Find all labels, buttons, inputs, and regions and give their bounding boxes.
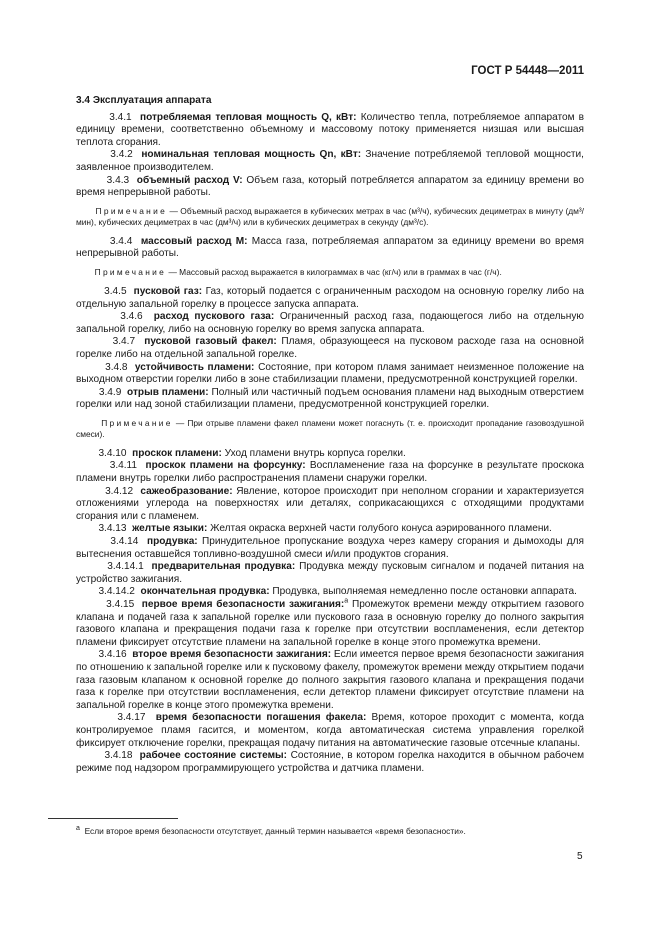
document-id: ГОСТ Р 54448—2011 <box>471 65 584 77</box>
term-3-4-17 <box>76 712 584 750</box>
term-definition: Газ, который подается с ограниченным расходом на основную горелку либо на отдельную запальной горелку в процессе запуска аппарата. <box>76 285 584 310</box>
term-definition: Масса газа, потребляемая аппаратом за единицу времени во время непрерывной работы. <box>76 235 585 260</box>
term-3-4-8 <box>76 362 584 387</box>
term-definition: Если имеется первое время безопасности зажигания по отношению к запальной горелке или к пусковому факелу, промежуток времени между открытием подачи газа газовым клапаном к основной горелке до полного закрытия газового клапана и прекращения подачи газа к горелке при отсутствии воспламенения, если детектор пламени фиксирует отсутствие пламени на запальной горелке в конце этого промежутка времени. <box>76 649 584 711</box>
term-name: объемный расход V: <box>136 174 243 186</box>
page-content <box>76 95 584 775</box>
term-3-4-10 <box>76 448 584 461</box>
term-name: устойчивость пламени: <box>134 361 255 373</box>
term-definition: Количество тепла, потребляемое аппаратом в единицу времени, соответственно объемному и массовому потоку применяется низшая или высшая теплота сгорания. <box>76 111 585 148</box>
term-name: окончательная продувка: <box>140 586 270 598</box>
footnote-text: Если второе время безопасности отсутствует, данный термин называется «время безопасности». <box>84 826 466 836</box>
term-name: пусковой газовый факел: <box>144 336 277 348</box>
term-definition: Полный или частичный подъем основания пламени над выходным отверстием горелки или над зоной стабилизации пламени, предусмотренной конструкцией горелки. <box>76 386 584 411</box>
term-3-4-3 <box>76 175 584 200</box>
footnote-mark: a <box>344 597 349 605</box>
term-definition: Состояние, при котором пламя занимает неизменное положение на выходном отверстии горелки либо в зоне стабилизации пламени, предусмотренной конструкцией горелки. <box>76 361 585 386</box>
term-name: массовый расход M: <box>140 235 248 247</box>
term-number: 3.4.1 <box>109 111 132 123</box>
term-name: рабочее состояние системы: <box>139 750 288 762</box>
term-number: 3.4.2 <box>110 149 133 161</box>
term-number: 3.4.11 <box>109 460 138 472</box>
term-name: второе время безопасности зажигания: <box>132 649 332 661</box>
term-definition: Продувка, выполняемая немедленно после остановки аппарата. <box>272 586 577 598</box>
term-number: 3.4.17 <box>117 712 146 724</box>
note-label: Примечание <box>94 266 167 277</box>
term-name: первое время безопасности зажигания: <box>141 599 345 610</box>
term-name: желтые языки: <box>132 523 208 535</box>
footnote-mark: a <box>76 825 80 833</box>
term-name: отрыв пламени: <box>127 386 209 398</box>
note-2 <box>76 267 584 278</box>
note-label: Примечание <box>101 417 173 428</box>
term-3-4-9 <box>76 387 584 412</box>
term-name: номинальная тепловая мощность Qn, кВт: <box>141 149 362 161</box>
note-3 <box>76 418 584 440</box>
footnote-divider <box>48 818 178 819</box>
note-text: — Массовый расход выражается в килограммах в час (кг/ч) или в граммах в час (г/ч). <box>168 266 502 277</box>
term-3-4-12 <box>76 486 584 524</box>
term-name: предварительная продувка: <box>151 561 296 573</box>
term-name: расход пускового газа: <box>153 311 275 323</box>
term-3-4-6 <box>76 311 584 336</box>
term-number: 3.4.14.2 <box>98 586 135 598</box>
term-3-4-15 <box>76 599 584 649</box>
term-name: потребляемая тепловая мощность Q, кВт: <box>139 111 357 123</box>
term-name: пусковой газ: <box>133 285 203 297</box>
term-3-4-14-2 <box>76 586 584 599</box>
term-number: 3.4.5 <box>104 285 127 297</box>
term-definition: Ограниченный расход газа, подающегося либо на отдельную запальной горелку, либо на основную горелку во время запуска аппарата. <box>76 311 584 335</box>
term-definition: Принудительное пропускание воздуха через камеру сгорания и дымоходы для вытеснения оставшейся топливно-воздушной смеси и/или продуктов сгорания. <box>76 536 585 560</box>
note-label: Примечание <box>95 205 168 216</box>
term-number: 3.4.7 <box>112 336 136 348</box>
term-name: проскок пламени: <box>132 447 222 459</box>
term-3-4-7 <box>76 336 584 361</box>
term-number: 3.4.10 <box>98 447 127 459</box>
term-3-4-11 <box>76 460 584 485</box>
term-3-4-2 <box>76 149 584 174</box>
term-number: 3.4.16 <box>98 649 127 661</box>
term-number: 3.4.14 <box>110 536 139 548</box>
term-definition: Воспламенение газа на форсунке в результате проскока пламени внутрь горелки либо распространения пламени снаружи горелки. <box>76 460 585 485</box>
term-name: сажеобразование: <box>140 485 233 497</box>
term-definition: Промежуток времени между открытием газового клапана и подачей газа к запальной горелке или пускового газа в основную горелку до полного закрытия газового клапана и прекращения подачи газа к горелке при отсутствии воспламенения, если детектор пламени фиксирует отсутствие пламени на запальной горелке в конце этого промежутка времени. <box>76 599 585 648</box>
footnote <box>76 826 596 837</box>
term-3-4-16 <box>76 649 584 712</box>
note-text: — При отрыве пламени факел пламени может погаснуть (т. е. происходит пропадание газовоздушной смеси). <box>76 417 584 439</box>
term-definition: Продувка между пусковым сигналом и подачей питания на устройство зажигания. <box>76 561 584 585</box>
term-definition: Состояние, в котором горелка находится в обычном рабочем режиме под надзором программирующего устройства и датчика пламени. <box>76 750 585 774</box>
term-definition: Объем газа, который потребляется аппаратом за единицу времени во время непрерывной работы. <box>76 174 585 199</box>
term-definition: Значение потребляемой тепловой мощности, заявленное производителем. <box>76 149 584 173</box>
term-definition: Уход пламени внутрь корпуса горелки. <box>224 447 406 459</box>
term-3-4-14 <box>76 536 584 561</box>
term-number: 3.4.3 <box>106 174 130 186</box>
term-number: 3.4.9 <box>98 386 122 398</box>
term-number: 3.4.15 <box>106 599 135 610</box>
term-number: 3.4.8 <box>105 361 128 373</box>
term-name: время безопасности погашения факела: <box>155 712 367 724</box>
term-number: 3.4.6 <box>120 311 143 323</box>
term-number: 3.4.13 <box>98 523 127 535</box>
section-title: 3.4 Эксплуатация аппарата <box>76 95 212 106</box>
note-1 <box>76 206 584 228</box>
term-3-4-4 <box>76 236 584 261</box>
term-definition: Явление, которое происходит при неполном сгорании и характеризуется отложениями углерода на поверхностях или деталях, соприкасающихся с отходящими продуктами сгорания или с пламенем. <box>76 485 584 522</box>
term-3-4-14-1 <box>76 561 584 586</box>
term-definition: Желтая окраска верхней части голубого конуса аэрированного пламени. <box>210 523 552 535</box>
page-number: 5 <box>577 851 583 862</box>
term-number: 3.4.12 <box>105 485 134 497</box>
term-definition: Время, которое проходит с момента, когда контролируемое пламя гасится, и моментом, когда автоматическая система управления горелкой фиксирует отключение горелки, прекращая подачу питания на автоматические газовые отсечные клапаны. <box>76 712 584 749</box>
term-3-4-18 <box>76 750 584 775</box>
term-number: 3.4.4 <box>109 235 133 247</box>
term-3-4-5 <box>76 286 584 311</box>
note-text: — Объемный расход выражается в кубических метрах в час (м³/ч), кубических дециметрах в минуту (дм³/мин), кубических дециметрах в час (дм³/ч) или в кубических дециметрах в секунду (дм³/с). <box>76 205 584 227</box>
term-name: проскок пламени на форсунку: <box>145 460 306 472</box>
term-3-4-13 <box>76 523 584 536</box>
term-number: 3.4.18 <box>104 750 133 762</box>
term-definition: Пламя, образующееся на пусковом расходе газа на основной горелке либо на отдельной запальной горелке. <box>76 336 585 360</box>
term-number: 3.4.14.1 <box>107 561 144 573</box>
term-name: продувка: <box>147 536 198 548</box>
term-3-4-1 <box>76 112 584 150</box>
